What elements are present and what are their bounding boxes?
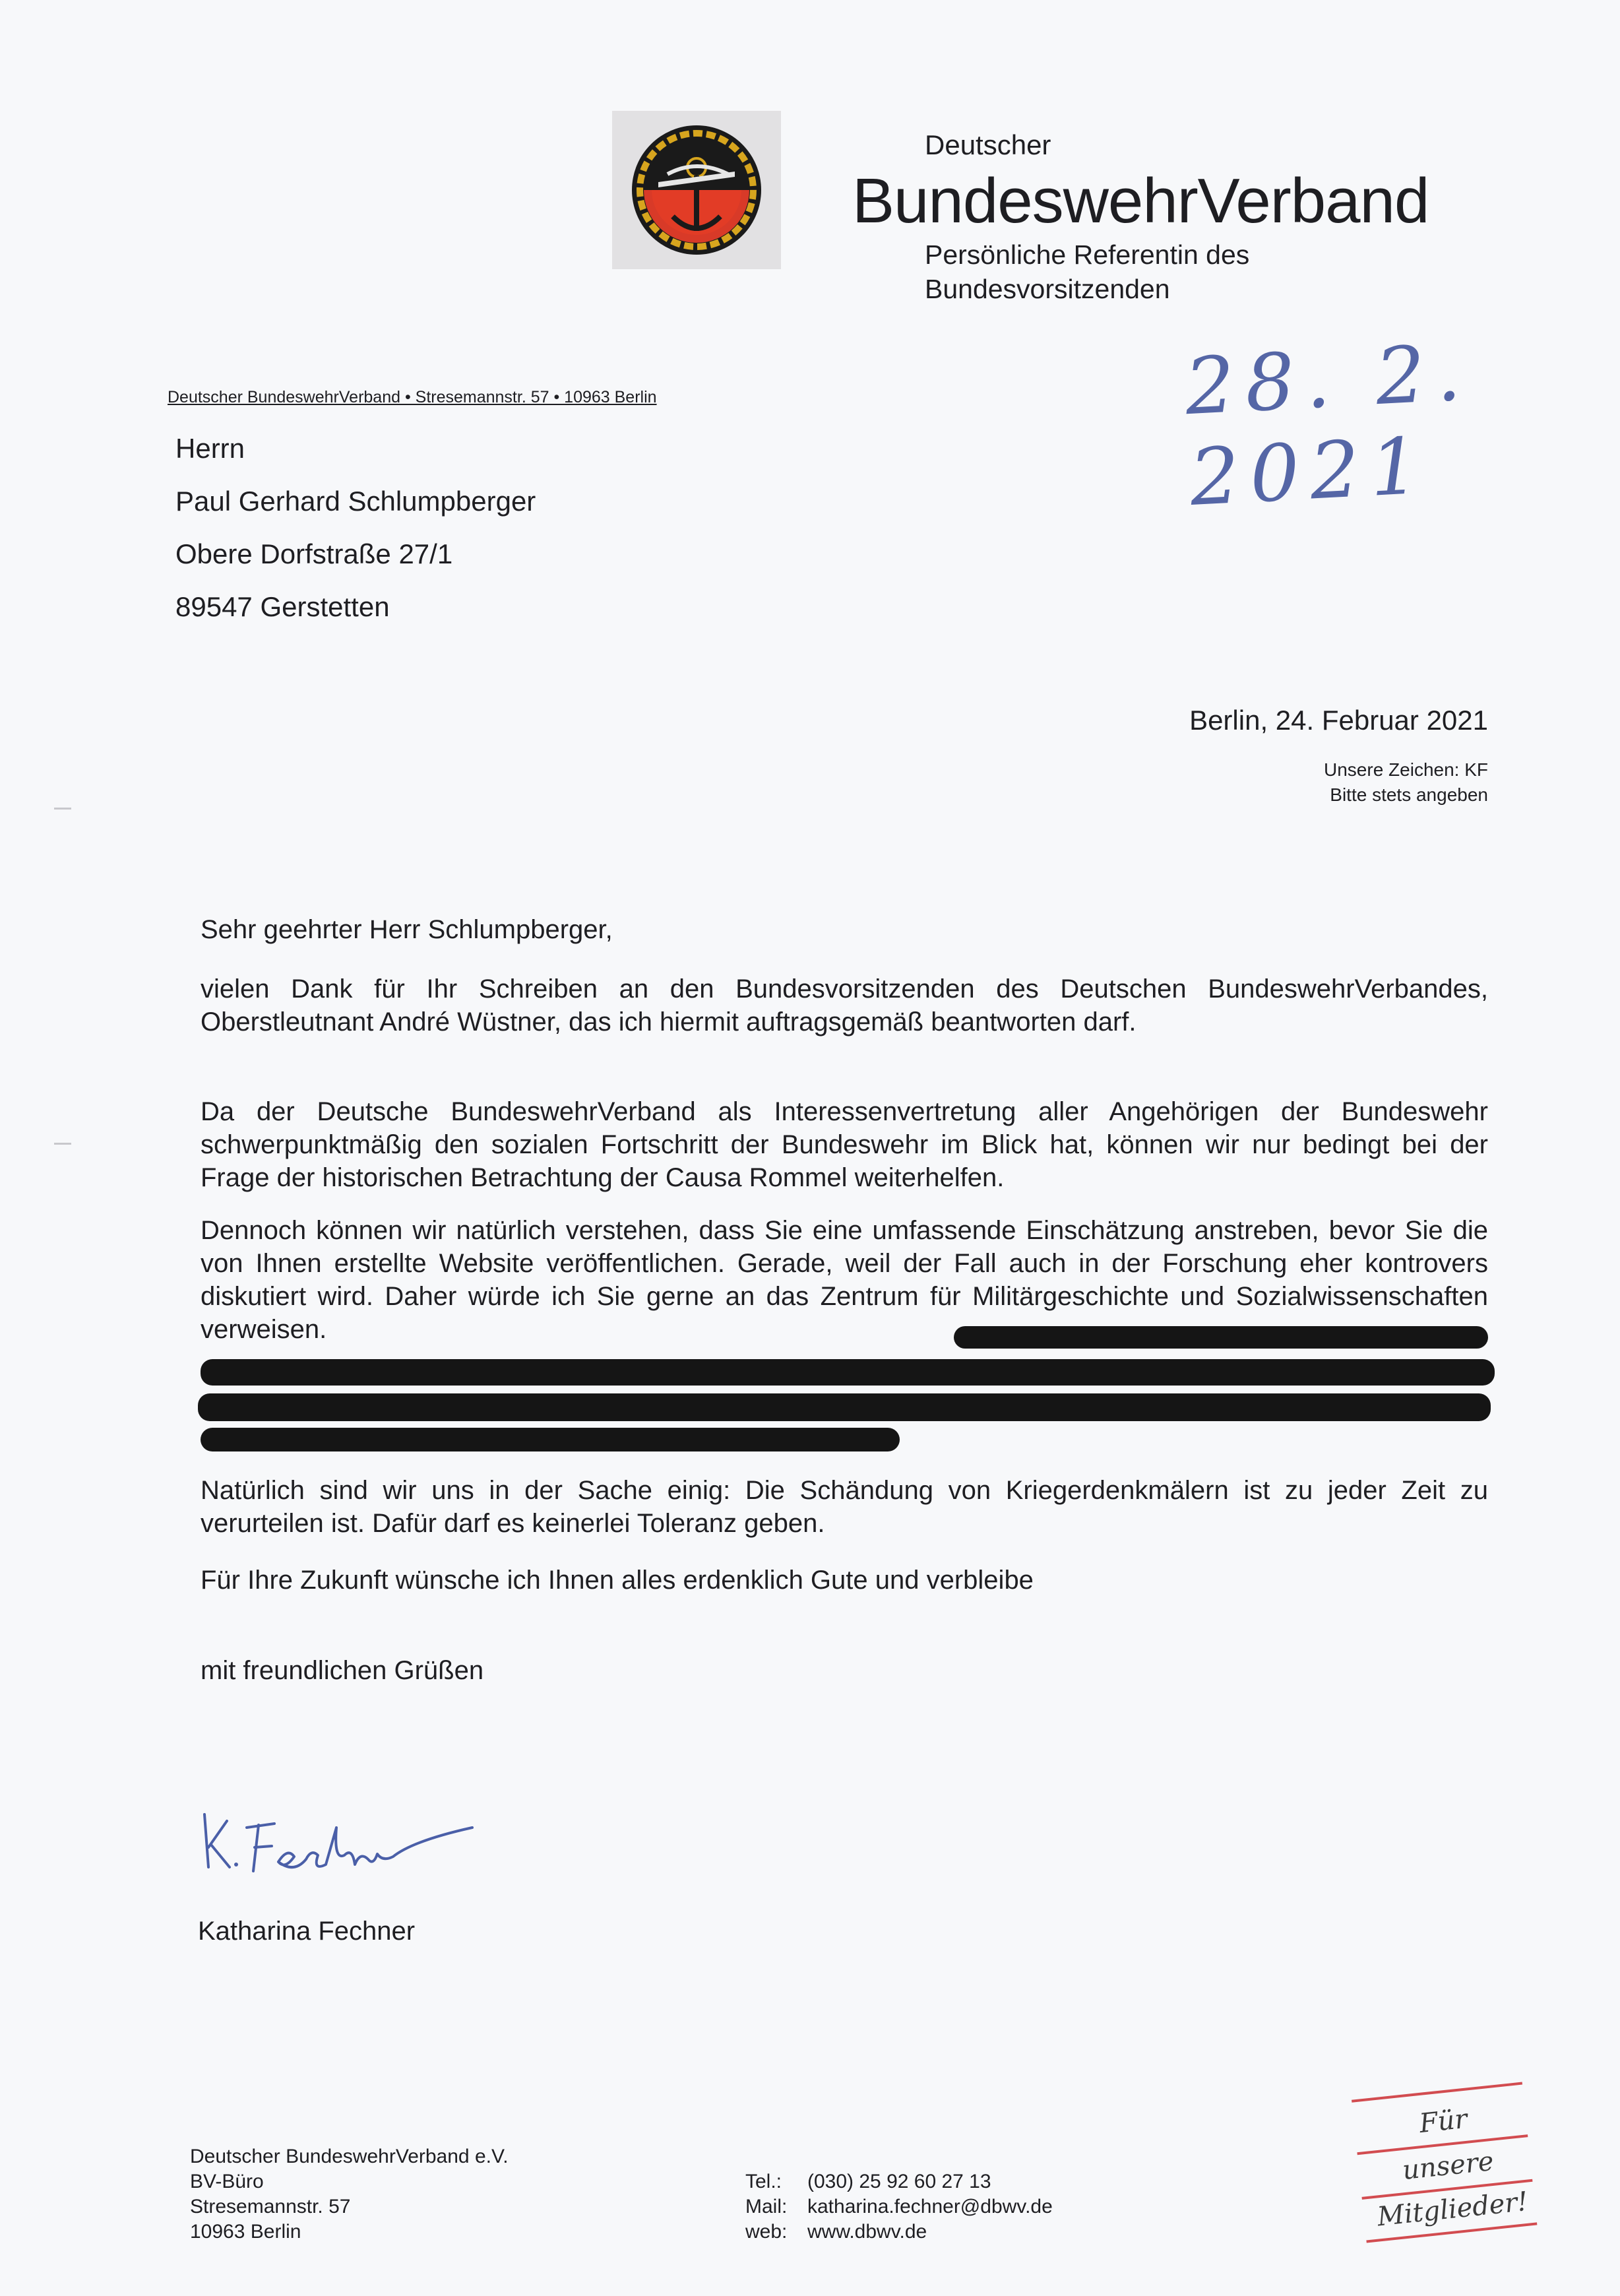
signer-name: Katharina Fechner xyxy=(198,1917,416,1946)
footer-contact xyxy=(745,2169,1053,2245)
tel-value: (030) 25 92 60 27 13 xyxy=(807,2171,991,2192)
recipient-city: 89547 Gerstetten xyxy=(175,591,390,622)
footer-address xyxy=(190,2144,509,2245)
web-value: www.dbwv.de xyxy=(807,2221,927,2243)
stamp-rule xyxy=(1352,2082,1522,2103)
paragraph-1: vielen Dank für Ihr Schreiben an den Bundesvorsitzenden des Deutschen BundeswehrVerbandes, Oberstleutnant André Wüstner, das ich hiermit auftragsgemäß beantworten darf. xyxy=(201,974,1488,1036)
reference-value: KF xyxy=(1464,759,1488,780)
recipient-salutation: Herrn xyxy=(175,433,245,464)
stamp-line-1: Für xyxy=(1418,2103,1469,2140)
reference-label: Unsere Zeichen: xyxy=(1324,759,1460,780)
org-name: BundeswehrVerband xyxy=(852,166,1429,236)
redaction-bar xyxy=(198,1393,1491,1421)
redaction-bar xyxy=(201,1359,1495,1386)
recipient-street: Obere Dorfstraße 27/1 xyxy=(175,538,453,569)
recipient-address xyxy=(175,422,536,633)
footer-street: Stresemannstr. 57 xyxy=(190,2196,351,2217)
office-title-line1: Persönliche Referentin des xyxy=(925,239,1250,270)
office-title xyxy=(925,238,1249,306)
closing: mit freundlichen Grüßen xyxy=(201,1656,484,1685)
footer-org: Deutscher BundeswehrVerband e.V. xyxy=(190,2146,509,2167)
greeting: Sehr geehrter Herr Schlumpberger, xyxy=(201,915,613,944)
footer-city: 10963 Berlin xyxy=(190,2221,301,2243)
paragraph-3: Dennoch können wir natürlich verstehen, dass Sie eine umfassende Einschätzung anstreben, bevor Sie die von Ihnen erstellte Website veröffentlichen. Gerade, weil der Fall auch in der Forschung eher kontrovers diskutiert wird. Daher würde ich Sie gerne an das Zentrum für Militärgeschichte und Sozialwissenschaften verweisen. xyxy=(201,1216,1488,1344)
reference-code xyxy=(1055,757,1488,782)
mail-label: Mail: xyxy=(745,2196,788,2217)
paragraph-4: Natürlich sind wir uns in der Sache einig: Die Schändung von Kriegerdenkmälern ist zu jeder Zeit zu verurteilen ist. Dafür darf es keinerlei Toleranz geben. xyxy=(201,1476,1488,1538)
office-title-line2: Bundesvorsitzenden xyxy=(925,274,1170,304)
redaction-bar xyxy=(954,1326,1488,1349)
paragraph-2: Da der Deutsche BundeswehrVerband als Interessenvertretung aller Angehörigen der Bundeswehr schwerpunktmäßig den sozialen Fortschritt der Bundeswehr im Blick hat, können wir nur bedingt bei der Frage der historischen Betrachtung der Causa Rommel weiterhelfen. xyxy=(201,1097,1488,1192)
sender-address-line: Deutscher BundeswehrVerband • Stresemannstr. 57 • 10963 Berlin xyxy=(168,388,657,406)
dbwv-logo-emblem xyxy=(612,111,781,269)
members-stamp xyxy=(1351,2076,1545,2252)
stamp-line-3: Mitglieder! xyxy=(1375,2186,1530,2233)
reference-block xyxy=(1055,757,1488,808)
paragraph-5: Für Ihre Zukunft wünsche ich Ihnen alles erdenklich Gute und verbleibe xyxy=(201,1566,1034,1595)
logo-background xyxy=(612,111,781,269)
stamp-line-2: unsere xyxy=(1401,2146,1495,2186)
letter-date: Berlin, 24. Februar 2021 xyxy=(1189,705,1488,736)
fold-mark xyxy=(54,1143,71,1145)
web-label: web: xyxy=(745,2221,788,2243)
fold-mark xyxy=(54,808,71,810)
recipient-name: Paul Gerhard Schlumpberger xyxy=(175,486,536,517)
org-prefix: Deutscher xyxy=(925,129,1051,160)
reference-note: Bitte stets angeben xyxy=(1330,784,1488,805)
footer-office: BV-Büro xyxy=(190,2171,264,2192)
tel-label: Tel.: xyxy=(745,2171,782,2192)
redaction-bar xyxy=(201,1428,900,1451)
handwritten-date: 28. 2. 2021 xyxy=(1183,326,1474,523)
handwritten-signature xyxy=(195,1801,485,1887)
mail-value: katharina.fechner@dbwv.de xyxy=(807,2196,1053,2217)
